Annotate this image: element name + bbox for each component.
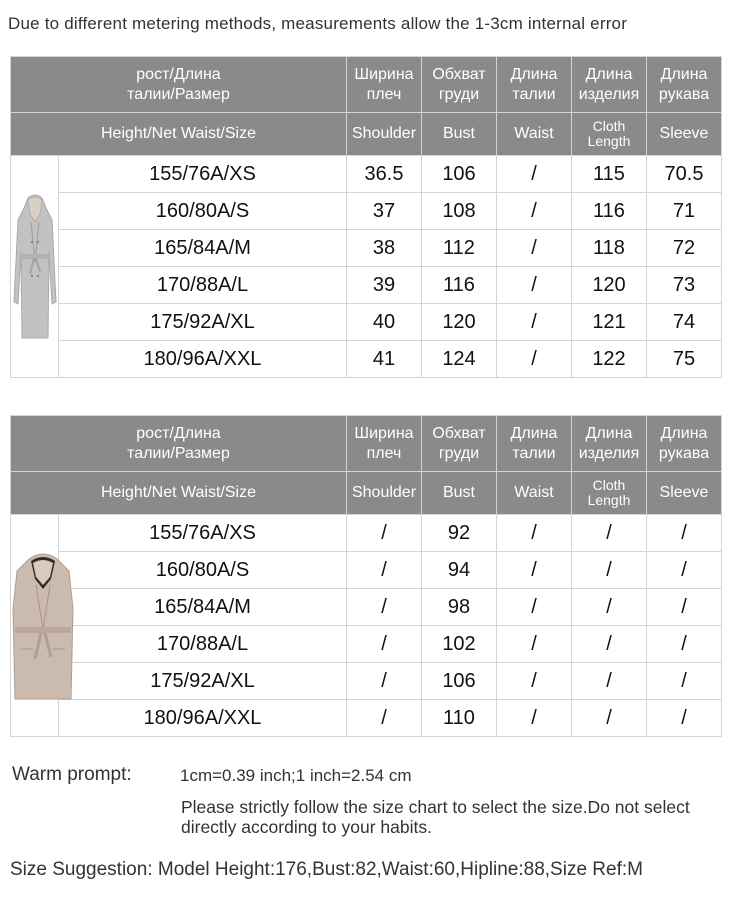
header-row-russian	[11, 57, 722, 113]
waist-cell: /	[497, 304, 572, 341]
length-cell: 115	[572, 156, 647, 193]
header-size-ru: рост/Длина талии/Размер	[11, 57, 347, 113]
bust-cell: 110	[422, 700, 497, 737]
shoulder-cell: 40	[347, 304, 422, 341]
header-shoulder-en: Shoulder	[347, 113, 422, 156]
waist-cell: /	[497, 193, 572, 230]
header-waist-ru: Длина талии	[497, 416, 572, 472]
waist-cell: /	[497, 156, 572, 193]
shoulder-cell: /	[347, 700, 422, 737]
bust-cell: 98	[422, 589, 497, 626]
length-cell: /	[572, 515, 647, 552]
header-sleeve-ru: Длина рукава	[647, 57, 722, 113]
table-row	[11, 663, 722, 700]
size-cell: 165/84A/M	[59, 589, 347, 626]
length-cell: /	[572, 589, 647, 626]
shoulder-cell: 41	[347, 341, 422, 378]
header-length-ru: Длина изделия	[572, 57, 647, 113]
bust-cell: 120	[422, 304, 497, 341]
header-length-ru: Длина изделия	[572, 416, 647, 472]
size-cell: 155/76A/XS	[59, 515, 347, 552]
header-length-en: Cloth Length	[572, 113, 647, 156]
shoulder-cell: /	[347, 663, 422, 700]
waist-cell: /	[497, 341, 572, 378]
length-cell: 118	[572, 230, 647, 267]
waist-cell: /	[497, 515, 572, 552]
length-cell: 121	[572, 304, 647, 341]
size-cell: 175/92A/XL	[59, 663, 347, 700]
bust-cell: 106	[422, 663, 497, 700]
header-shoulder-en: Shoulder	[347, 472, 422, 515]
table-row	[11, 156, 722, 193]
header-waist-en: Waist	[497, 113, 572, 156]
sleeve-cell: 73	[647, 267, 722, 304]
table-row	[11, 304, 722, 341]
bust-cell: 102	[422, 626, 497, 663]
size-cell: 170/88A/L	[59, 626, 347, 663]
sleeve-cell: /	[647, 515, 722, 552]
length-cell: 120	[572, 267, 647, 304]
header-sleeve-ru: Длина рукава	[647, 416, 722, 472]
unit-conversion-note: 1cm=0.39 inch;1 inch=2.54 cm	[180, 766, 412, 785]
table-row	[11, 589, 722, 626]
size-cell: 180/96A/XXL	[59, 341, 347, 378]
waist-cell: /	[497, 552, 572, 589]
header-bust-en: Bust	[422, 472, 497, 515]
product-image-cell	[11, 156, 59, 378]
size-table-coat	[10, 56, 722, 378]
shoulder-cell: /	[347, 552, 422, 589]
size-cell: 180/96A/XXL	[59, 700, 347, 737]
shoulder-cell: /	[347, 515, 422, 552]
bust-cell: 92	[422, 515, 497, 552]
size-cell: 170/88A/L	[59, 267, 347, 304]
waist-cell: /	[497, 230, 572, 267]
sleeve-cell: /	[647, 663, 722, 700]
shoulder-cell: /	[347, 589, 422, 626]
size-suggestion: Size Suggestion: Model Height:176,Bust:82,Waist:60,Hipline:88,Size Ref:M	[10, 859, 643, 880]
length-cell: /	[572, 700, 647, 737]
sleeve-cell: 72	[647, 230, 722, 267]
header-row-english	[11, 472, 722, 515]
header-bust-en: Bust	[422, 113, 497, 156]
bust-cell: 112	[422, 230, 497, 267]
sleeve-cell: 71	[647, 193, 722, 230]
table-row	[11, 230, 722, 267]
table-row	[11, 626, 722, 663]
shoulder-cell: 38	[347, 230, 422, 267]
length-cell: /	[572, 626, 647, 663]
table-row	[11, 341, 722, 378]
bust-cell: 116	[422, 267, 497, 304]
waist-cell: /	[497, 589, 572, 626]
sleeve-cell: 70.5	[647, 156, 722, 193]
size-cell: 160/80A/S	[59, 552, 347, 589]
sleeve-cell: /	[647, 626, 722, 663]
header-waist-en: Waist	[497, 472, 572, 515]
product-image-cell	[11, 515, 59, 737]
table-row	[11, 552, 722, 589]
warm-prompt-label: Warm prompt:	[12, 764, 132, 785]
long-coat-icon	[12, 192, 58, 342]
size-cell: 175/92A/XL	[59, 304, 347, 341]
bust-cell: 94	[422, 552, 497, 589]
size-cell: 165/84A/M	[59, 230, 347, 267]
waist-cell: /	[497, 626, 572, 663]
header-size-ru: рост/Длина талии/Размер	[11, 416, 347, 472]
header-row-russian	[11, 416, 722, 472]
measurement-disclaimer: Due to different metering methods, measurements allow the 1-3cm internal error	[8, 14, 628, 33]
header-shoulder-ru: Ширина плеч	[347, 57, 422, 113]
header-bust-ru: Обхват груди	[422, 57, 497, 113]
shoulder-cell: 37	[347, 193, 422, 230]
table-row	[11, 515, 722, 552]
size-cell: 160/80A/S	[59, 193, 347, 230]
sleeve-cell: /	[647, 589, 722, 626]
waist-cell: /	[497, 700, 572, 737]
shoulder-cell: 39	[347, 267, 422, 304]
sleeveless-coat-icon	[11, 549, 75, 703]
waist-cell: /	[497, 267, 572, 304]
header-bust-ru: Обхват груди	[422, 416, 497, 472]
shoulder-cell: /	[347, 626, 422, 663]
header-size-en: Height/Net Waist/Size	[11, 113, 347, 156]
shoulder-cell: 36.5	[347, 156, 422, 193]
header-sleeve-en: Sleeve	[647, 472, 722, 515]
table-row	[11, 700, 722, 737]
bust-cell: 108	[422, 193, 497, 230]
size-table-vest	[10, 415, 722, 737]
size-advice-note: Please strictly follow the size chart to select the size.Do not select directly according to your habits.	[181, 797, 690, 837]
size-cell: 155/76A/XS	[59, 156, 347, 193]
header-length-en: Cloth Length	[572, 472, 647, 515]
sleeve-cell: /	[647, 552, 722, 589]
header-waist-ru: Длина талии	[497, 57, 572, 113]
bust-cell: 124	[422, 341, 497, 378]
sleeve-cell: 75	[647, 341, 722, 378]
header-sleeve-en: Sleeve	[647, 113, 722, 156]
sleeve-cell: /	[647, 700, 722, 737]
length-cell: /	[572, 663, 647, 700]
table-row	[11, 267, 722, 304]
length-cell: 122	[572, 341, 647, 378]
header-shoulder-ru: Ширина плеч	[347, 416, 422, 472]
waist-cell: /	[497, 663, 572, 700]
length-cell: 116	[572, 193, 647, 230]
header-size-en: Height/Net Waist/Size	[11, 472, 347, 515]
table-row	[11, 193, 722, 230]
header-row-english	[11, 113, 722, 156]
sleeve-cell: 74	[647, 304, 722, 341]
bust-cell: 106	[422, 156, 497, 193]
length-cell: /	[572, 552, 647, 589]
